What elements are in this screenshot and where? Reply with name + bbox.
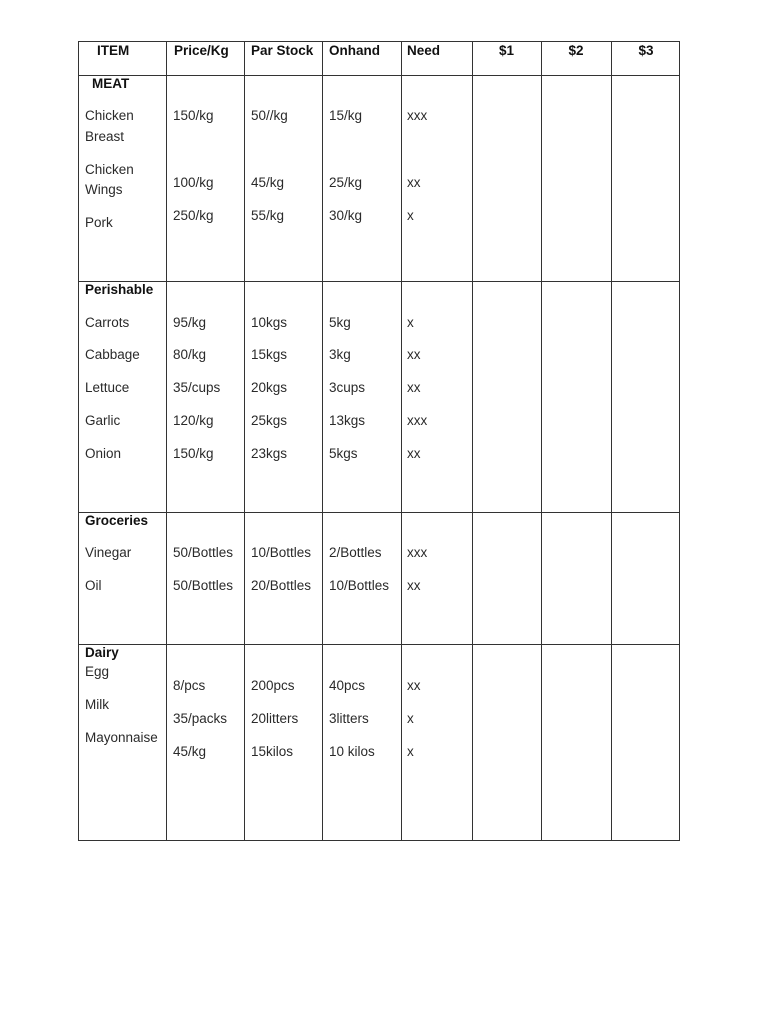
item-name: Garlic: [85, 413, 121, 428]
price-cell: 8/pcs: [173, 678, 206, 693]
column-divider: [166, 42, 167, 840]
par-stock-cell: 20litters: [251, 711, 299, 726]
price-cell: 45/kg: [173, 744, 207, 759]
price-cell: 150/kg: [173, 108, 214, 123]
price-cell: 100/kg: [173, 175, 214, 190]
item-name: Cabbage: [85, 347, 140, 362]
onhand-cell: 3kg: [329, 347, 351, 362]
par-stock-cell: 15kilos: [251, 744, 294, 759]
section-title-perishable: Perishable: [85, 282, 154, 297]
column-divider: [244, 42, 245, 840]
price-cell: 150/kg: [173, 446, 214, 461]
par-stock-cell: 200pcs: [251, 678, 295, 693]
onhand-cell: 40pcs: [329, 678, 366, 693]
onhand-cell: 5kg: [329, 315, 351, 330]
price-cell: 35/packs: [173, 711, 228, 726]
item-name: Egg: [85, 664, 110, 679]
par-stock-cell: 50//kg: [251, 108, 288, 123]
onhand-cell: 5kgs: [329, 446, 358, 461]
item-name: Lettuce: [85, 380, 130, 395]
price-cell: 80/kg: [173, 347, 207, 362]
par-stock-cell: 23kgs: [251, 446, 288, 461]
column-divider: [472, 42, 473, 840]
header-item: ITEM: [97, 43, 130, 58]
column-divider: [541, 42, 542, 840]
par-stock-cell: 20kgs: [251, 380, 288, 395]
need-cell: xx: [407, 446, 421, 461]
onhand-cell: 3cups: [329, 380, 366, 395]
need-cell: xxx: [407, 545, 428, 560]
onhand-cell: 30/kg: [329, 208, 363, 223]
header-onhand: Onhand: [329, 43, 380, 58]
onhand-cell: 25/kg: [329, 175, 363, 190]
need-cell: xx: [407, 678, 421, 693]
section-title-groceries: Groceries: [85, 513, 149, 528]
need-cell: x: [407, 315, 414, 330]
section-divider: [79, 644, 679, 645]
item-name: Wings: [85, 182, 123, 197]
item-name: Mayonnaise: [85, 730, 158, 745]
section-title-dairy: Dairy: [85, 645, 119, 660]
header-par-stock: Par Stock: [251, 43, 314, 58]
need-cell: x: [407, 711, 414, 726]
item-name: Onion: [85, 446, 122, 461]
need-cell: xx: [407, 347, 421, 362]
onhand-cell: 3litters: [329, 711, 369, 726]
header-price: Price/Kg: [174, 43, 229, 58]
header-divider: [79, 75, 679, 76]
price-cell: 250/kg: [173, 208, 214, 223]
item-name: Vinegar: [85, 545, 132, 560]
par-stock-cell: 10/Bottles: [251, 545, 312, 560]
item-name: Pork: [85, 215, 113, 230]
par-stock-cell: 10kgs: [251, 315, 288, 330]
par-stock-cell: 20/Bottles: [251, 578, 312, 593]
column-divider: [611, 42, 612, 840]
par-stock-cell: 25kgs: [251, 413, 288, 428]
item-name: Oil: [85, 578, 102, 593]
inventory-table: [78, 41, 680, 841]
item-name: Carrots: [85, 315, 130, 330]
item-name: Chicken: [85, 162, 134, 177]
onhand-cell: 13kgs: [329, 413, 366, 428]
item-name: Milk: [85, 697, 109, 712]
onhand-cell: 10 kilos: [329, 744, 375, 759]
need-cell: xx: [407, 578, 421, 593]
need-cell: x: [407, 744, 414, 759]
par-stock-cell: 15kgs: [251, 347, 288, 362]
par-stock-cell: 55/kg: [251, 208, 285, 223]
header-col-2: $2: [568, 43, 584, 58]
price-cell: 120/kg: [173, 413, 214, 428]
need-cell: xx: [407, 380, 421, 395]
price-cell: 35/cups: [173, 380, 221, 395]
need-cell: x: [407, 208, 414, 223]
section-title-meat: MEAT: [92, 76, 130, 91]
item-name: Breast: [85, 129, 125, 144]
price-cell: 50/Bottles: [173, 545, 234, 560]
item-name: Chicken: [85, 108, 134, 123]
header-need: Need: [407, 43, 441, 58]
par-stock-cell: 45/kg: [251, 175, 285, 190]
column-divider: [401, 42, 402, 840]
onhand-cell: 2/Bottles: [329, 545, 382, 560]
need-cell: xx: [407, 175, 421, 190]
header-col-3: $3: [638, 43, 654, 58]
need-cell: xxx: [407, 413, 428, 428]
header-col-1: $1: [498, 43, 515, 58]
price-cell: 50/Bottles: [173, 578, 234, 593]
price-cell: 95/kg: [173, 315, 207, 330]
section-divider: [79, 512, 679, 513]
onhand-cell: 10/Bottles: [329, 578, 390, 593]
column-divider: [322, 42, 323, 840]
onhand-cell: 15/kg: [329, 108, 363, 123]
section-divider: [79, 281, 679, 282]
need-cell: xxx: [407, 108, 428, 123]
